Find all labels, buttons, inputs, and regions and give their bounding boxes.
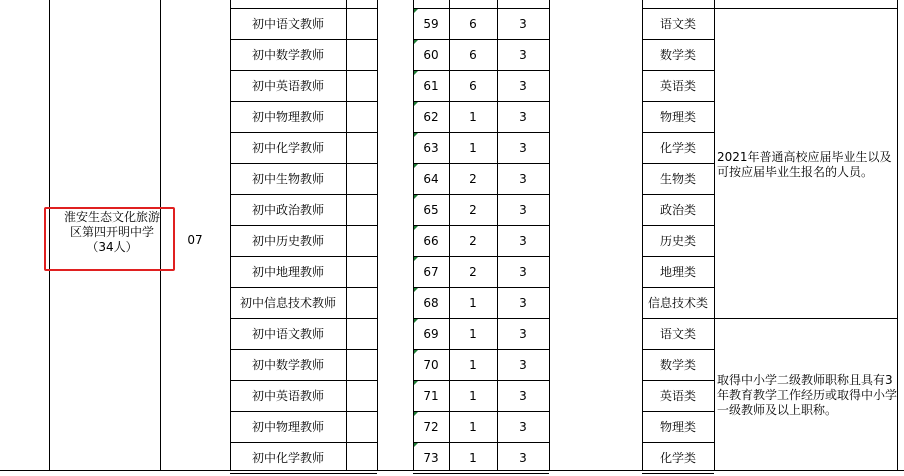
cell-pos[interactable]: 初中信息技术教师: [239, 296, 336, 310]
cell-pos[interactable]: 初中地理教师: [251, 265, 324, 279]
cell-count[interactable]: 6: [469, 78, 477, 93]
cell-count[interactable]: 2: [469, 202, 477, 217]
grid-hline: [714, 318, 897, 319]
cell-count[interactable]: 1: [469, 357, 477, 372]
cell-code[interactable]: 60: [423, 47, 439, 62]
cell-cat[interactable]: 数学类: [659, 48, 696, 62]
cell-cat[interactable]: 语文类: [659, 327, 696, 341]
cell-pos[interactable]: 初中政治教师: [251, 203, 324, 217]
cell-code[interactable]: 73: [423, 450, 439, 465]
cell-count[interactable]: 1: [469, 388, 477, 403]
cell-ratio[interactable]: 3: [519, 47, 527, 62]
error-indicator-icon: [414, 133, 418, 137]
cell-ratio[interactable]: 3: [519, 233, 527, 248]
cell-count[interactable]: 1: [469, 450, 477, 465]
cell-code[interactable]: 68: [423, 295, 439, 310]
cell-cat[interactable]: 政治类: [659, 203, 696, 217]
error-indicator-icon: [414, 195, 418, 199]
cell-pos[interactable]: 初中物理教师: [251, 110, 324, 124]
cell-count[interactable]: 6: [469, 47, 477, 62]
cell-count[interactable]: 1: [469, 140, 477, 155]
school-code-cell[interactable]: 07: [187, 233, 203, 247]
cell-pos[interactable]: 初中物理教师: [251, 420, 324, 434]
error-indicator-icon: [414, 9, 418, 13]
cell-code[interactable]: 72: [423, 419, 439, 434]
cell-cat[interactable]: 地理类: [659, 265, 696, 279]
cell-ratio[interactable]: 3: [519, 171, 527, 186]
cell-code[interactable]: 62: [423, 109, 439, 124]
cell-ratio[interactable]: 3: [519, 357, 527, 372]
cell-ratio[interactable]: 3: [519, 78, 527, 93]
grid-vline: [549, 0, 550, 470]
cell-ratio[interactable]: 3: [519, 264, 527, 279]
grid-hline: [714, 8, 897, 9]
cell-pos[interactable]: 初中英语教师: [251, 389, 324, 403]
cell-pos[interactable]: 初中语文教师: [251, 17, 324, 31]
cell-cat[interactable]: 英语类: [659, 79, 696, 93]
cell-code[interactable]: 64: [423, 171, 439, 186]
grid-vline: [377, 0, 378, 470]
cell-ratio[interactable]: 3: [519, 109, 527, 124]
cell-count[interactable]: 1: [469, 109, 477, 124]
error-indicator-icon: [414, 71, 418, 75]
cell-cat[interactable]: 生物类: [659, 172, 696, 186]
grid-vline: [897, 0, 898, 470]
cell-count[interactable]: 2: [469, 264, 477, 279]
cell-ratio[interactable]: 3: [519, 16, 527, 31]
cell-pos[interactable]: 初中化学教师: [251, 141, 324, 155]
cell-code[interactable]: 71: [423, 388, 439, 403]
error-indicator-icon: [414, 164, 418, 168]
cell-ratio[interactable]: 3: [519, 388, 527, 403]
error-indicator-icon: [414, 288, 418, 292]
cell-code[interactable]: 69: [423, 326, 439, 341]
cell-cat[interactable]: 化学类: [659, 451, 696, 465]
cell-pos[interactable]: 初中语文教师: [251, 327, 324, 341]
error-indicator-icon: [414, 381, 418, 385]
school-quota: （34人）: [86, 240, 138, 254]
cell-pos[interactable]: 初中化学教师: [251, 451, 324, 465]
cell-pos[interactable]: 初中数学教师: [251, 358, 324, 372]
cell-cat[interactable]: 信息技术类: [647, 296, 708, 310]
error-indicator-icon: [414, 319, 418, 323]
cell-count[interactable]: 1: [469, 419, 477, 434]
cell-cat[interactable]: 化学类: [659, 141, 696, 155]
cell-ratio[interactable]: 3: [519, 295, 527, 310]
cell-cat[interactable]: 数学类: [659, 358, 696, 372]
error-indicator-icon: [414, 412, 418, 416]
cell-code[interactable]: 67: [423, 264, 439, 279]
cell-ratio[interactable]: 3: [519, 450, 527, 465]
cell-cat[interactable]: 语文类: [659, 17, 696, 31]
cell-pos[interactable]: 初中数学教师: [251, 48, 324, 62]
cell-cat[interactable]: 物理类: [659, 110, 696, 124]
cell-count[interactable]: 2: [469, 171, 477, 186]
cell-code[interactable]: 63: [423, 140, 439, 155]
grid-hline: [642, 473, 714, 474]
cell-cat[interactable]: 历史类: [659, 234, 696, 248]
error-indicator-icon: [414, 226, 418, 230]
cell-count[interactable]: 6: [469, 16, 477, 31]
grid-vline: [714, 0, 715, 470]
error-indicator-icon: [414, 40, 418, 44]
cell-pos[interactable]: 初中生物教师: [251, 172, 324, 186]
school-name-line1: 淮安生态文化旅游: [63, 210, 160, 224]
cell-cat[interactable]: 英语类: [659, 389, 696, 403]
grid-hline: [230, 473, 377, 474]
error-indicator-icon: [414, 102, 418, 106]
cell-ratio[interactable]: 3: [519, 202, 527, 217]
school-name-cell[interactable]: [47, 210, 177, 255]
school-name-line2: 区第四开明中学: [69, 225, 154, 239]
cell-ratio[interactable]: 3: [519, 419, 527, 434]
cell-count[interactable]: 1: [469, 295, 477, 310]
cell-cat[interactable]: 物理类: [659, 420, 696, 434]
requirement-note-group2[interactable]: 取得中小学二级教师职称且具有3年教育教学工作经历或取得中小学一级教师及以上职称。: [717, 373, 898, 417]
requirement-note-group1[interactable]: 2021年普通高校应届毕业生以及可按应届毕业生报名的人员。: [717, 150, 892, 179]
error-indicator-icon: [414, 257, 418, 261]
cell-pos[interactable]: 初中历史教师: [251, 234, 324, 248]
error-indicator-icon: [414, 350, 418, 354]
cell-count[interactable]: 2: [469, 233, 477, 248]
cell-pos[interactable]: 初中英语教师: [251, 79, 324, 93]
cell-code[interactable]: 61: [423, 78, 439, 93]
cell-count[interactable]: 1: [469, 326, 477, 341]
cell-code[interactable]: 66: [423, 233, 439, 248]
cell-ratio[interactable]: 3: [519, 140, 527, 155]
grid-hline: [413, 473, 549, 474]
cell-code[interactable]: 70: [423, 357, 439, 372]
cell-code[interactable]: 59: [423, 16, 439, 31]
cell-code[interactable]: 65: [423, 202, 439, 217]
error-indicator-icon: [414, 443, 418, 447]
cell-ratio[interactable]: 3: [519, 326, 527, 341]
